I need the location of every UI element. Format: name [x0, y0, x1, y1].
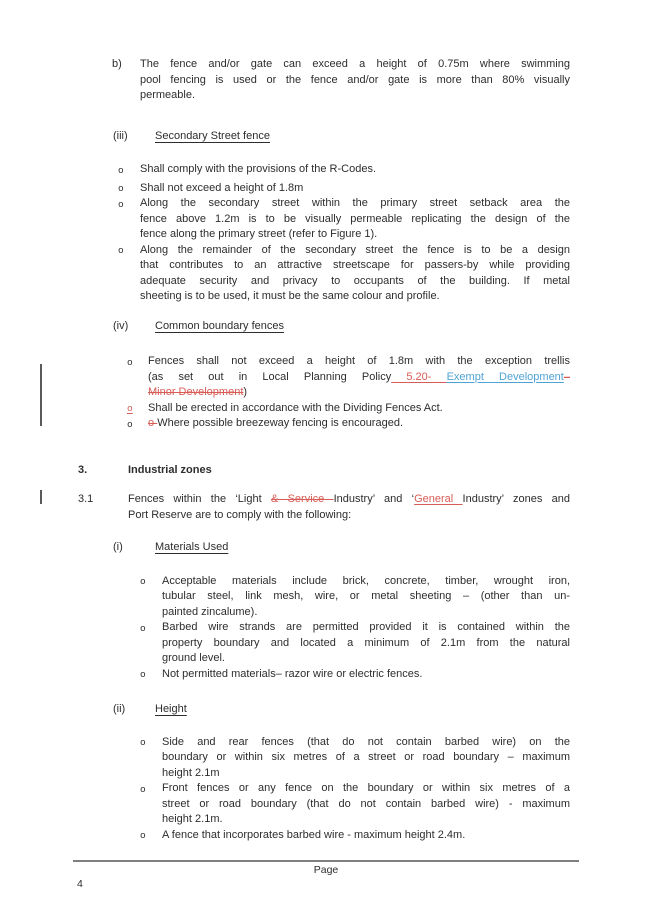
- list-item: [0, 574, 653, 621]
- item-text: [162, 667, 570, 683]
- item-text: [162, 781, 570, 828]
- text-run: permeable.: [140, 89, 196, 101]
- text-run: tubular steel, link mesh, wire, or metal sheeting – (other than un-: [162, 590, 570, 602]
- bullet-marker: o: [118, 183, 124, 194]
- text-line: [140, 57, 570, 73]
- bullet-marker: o: [140, 783, 146, 795]
- item-text: [128, 463, 570, 479]
- sub-heading: [0, 540, 653, 556]
- text-line: [148, 416, 570, 432]
- text-line: [162, 574, 570, 590]
- list-item: [0, 162, 653, 178]
- text-run: Shall be erected in accordance with the Dividing Fences Act.: [148, 401, 443, 414]
- bullet-marker: o: [140, 576, 146, 587]
- text-run: property boundary and located a minimum of 2.1m from the natural: [162, 636, 570, 649]
- text-line: [140, 181, 570, 197]
- bullet-marker: o: [127, 403, 133, 414]
- item-marker: (ii): [113, 703, 126, 715]
- text-line: [140, 274, 570, 290]
- text-run: height 2.1m: [162, 766, 220, 779]
- item-marker: 3.: [78, 463, 88, 476]
- heading-title: Height: [155, 703, 187, 715]
- list-item: [0, 181, 653, 197]
- item-marker: (iii): [113, 129, 128, 142]
- text-run: Fences shall not exceed a height of 1.8m with the exception trellis: [148, 355, 570, 367]
- sub-heading: [0, 319, 653, 335]
- text-run: (as set out in Local Planning Policy: [148, 370, 392, 383]
- text-line: [162, 620, 570, 636]
- item-text: [162, 735, 570, 782]
- text-run: sheeting is to be used, it must be the same colour and profile.: [140, 290, 440, 302]
- item-text: [162, 620, 570, 667]
- text-run: Industry’ and ‘: [333, 493, 415, 505]
- sub-heading: [0, 702, 653, 718]
- text-line: [162, 605, 570, 621]
- text-run: Along the secondary street within the primary street setback area the: [140, 197, 570, 209]
- text-run: Where possible breezeway fencing is encouraged.: [157, 417, 403, 429]
- text-run: fence along the primary street (refer to Figure 1).: [140, 228, 378, 240]
- inserted-text-run: Exempt Development: [446, 370, 564, 383]
- text-line: [140, 243, 570, 259]
- text-line: [162, 828, 570, 844]
- item-marker: b): [112, 58, 122, 70]
- text-run: street or road boundary (that do not contain barbed wire) - maximum: [162, 797, 570, 810]
- text-line: [140, 196, 570, 212]
- text-line: [140, 227, 570, 243]
- text-line: [148, 354, 570, 370]
- bullet-marker: o: [118, 164, 124, 176]
- text-run: Along the remainder of the secondary street the fence is to be a design: [140, 243, 570, 256]
- list-item: [0, 781, 653, 828]
- text-run: painted zincalume).: [162, 605, 258, 618]
- text-run: height 2.1m.: [162, 813, 223, 825]
- text-run: ground level.: [162, 652, 225, 664]
- text-line: [140, 258, 570, 274]
- deleted-text-run: Minor Development: [148, 386, 244, 398]
- text-run: boundary or within six metres of a street or road boundary – maximum: [162, 751, 570, 763]
- text-run: Shall comply with the provisions of the R-Codes.: [140, 163, 376, 175]
- heading-title: Materials Used: [155, 541, 229, 553]
- text-line: [162, 781, 570, 797]
- text-run: A fence that incorporates barbed wire - maximum height 2.4m.: [162, 828, 466, 841]
- text-line: [128, 492, 570, 508]
- text-line: [162, 589, 570, 605]
- change-bar: [40, 490, 42, 504]
- bullet-marker: o: [118, 198, 124, 210]
- text-line: [162, 735, 570, 751]
- list-item: [0, 735, 653, 782]
- item-text: [155, 129, 585, 145]
- sub-heading: [0, 129, 653, 145]
- item-text: [148, 354, 570, 401]
- text-line: [162, 651, 570, 667]
- bullet-marker: o: [140, 830, 146, 841]
- item-text: [155, 540, 585, 556]
- text-run: Industry’ zones and: [462, 493, 570, 505]
- text-run: ): [243, 386, 248, 398]
- text-run: Barbed wire strands are permitted provided it is contained within the: [162, 621, 570, 633]
- page-footer: [73, 860, 579, 879]
- bullet-marker: o: [118, 245, 124, 256]
- heading-title: Common boundary fences: [155, 319, 285, 332]
- text-line: [162, 766, 570, 782]
- item-text: [148, 416, 570, 432]
- text-line: [162, 667, 570, 683]
- text-run: that contributes to an attractive streetscape for passers-by while providing: [140, 259, 570, 271]
- text-line: [128, 508, 570, 524]
- item-text: [148, 401, 570, 417]
- inserted-text-run: General: [414, 493, 463, 505]
- item-text: [155, 319, 585, 335]
- item-text: [140, 181, 570, 197]
- list-item: [0, 828, 653, 844]
- text-line: [148, 401, 570, 417]
- item-text: [162, 828, 570, 844]
- bullet-marker: o: [140, 737, 146, 748]
- list-item: [0, 196, 653, 243]
- footer-page-label: Page: [313, 864, 339, 876]
- text-run: Acceptable materials include brick, concrete, timber, wrought iron,: [162, 574, 570, 587]
- inserted-text-run: 5.20-: [391, 370, 447, 383]
- text-line: [140, 289, 570, 305]
- clause-paragraph: [0, 492, 653, 523]
- item-text: [140, 243, 570, 305]
- section-heading: [0, 463, 653, 479]
- list-item: [0, 416, 653, 432]
- list-item: [0, 243, 653, 305]
- text-line: [140, 73, 570, 89]
- item-text: [155, 702, 585, 718]
- list-item: [0, 667, 653, 683]
- bullet-marker: o: [127, 418, 133, 430]
- item-text: [140, 196, 570, 243]
- list-item: [0, 401, 653, 417]
- footer-page-number: 4: [77, 878, 83, 890]
- item-text: [128, 492, 570, 523]
- item-marker: 3.1: [78, 493, 94, 505]
- item-marker: (iv): [113, 319, 129, 332]
- text-run: Front fences or any fence on the boundary or within six metres of a: [162, 782, 570, 794]
- deleted-text-run: o: [148, 417, 158, 429]
- item-text: [140, 162, 570, 178]
- text-run: Not permitted materials– razor wire or electric fences.: [162, 667, 423, 680]
- text-line: [162, 636, 570, 652]
- text-run: The fence and/or gate can exceed a height of 0.75m where swimming: [140, 58, 570, 70]
- bullet-marker: o: [140, 669, 146, 680]
- text-run: Side and rear fences (that do not contain barbed wire) on the: [162, 735, 570, 748]
- heading-title: Industrial zones: [128, 463, 212, 476]
- text-run: Shall not exceed a height of 1.8m: [140, 181, 304, 194]
- text-run: pool fencing is used or the fence and/or gate is more than 80% visually: [140, 73, 570, 86]
- text-line: [140, 212, 570, 228]
- list-item: [0, 354, 653, 401]
- document-content: [0, 57, 653, 843]
- text-run: fence above 1.2m is to be visually permeable replicating the design of the: [140, 212, 570, 225]
- text-line: [140, 88, 570, 104]
- list-item: [0, 620, 653, 667]
- deleted-text-run: –: [563, 370, 570, 383]
- text-line: [162, 812, 570, 828]
- text-line: [148, 385, 570, 401]
- lettered-paragraph: [0, 57, 653, 104]
- bullet-marker: o: [140, 622, 146, 634]
- text-line: [162, 797, 570, 813]
- text-run: Port Reserve are to comply with the following:: [128, 508, 352, 521]
- text-run: adequate security and privacy to occupants of the building. If metal: [140, 274, 570, 287]
- text-line: [140, 162, 570, 178]
- deleted-text-run: & Service: [270, 493, 334, 505]
- text-line: [148, 370, 570, 386]
- text-line: [162, 750, 570, 766]
- item-text: [140, 57, 570, 104]
- change-bar: [40, 364, 42, 426]
- text-run: Fences within the ‘Light: [128, 493, 271, 505]
- item-text: [162, 574, 570, 621]
- heading-title: Secondary Street fence: [155, 129, 270, 142]
- bullet-marker: o: [127, 356, 133, 368]
- item-marker: (i): [113, 541, 123, 553]
